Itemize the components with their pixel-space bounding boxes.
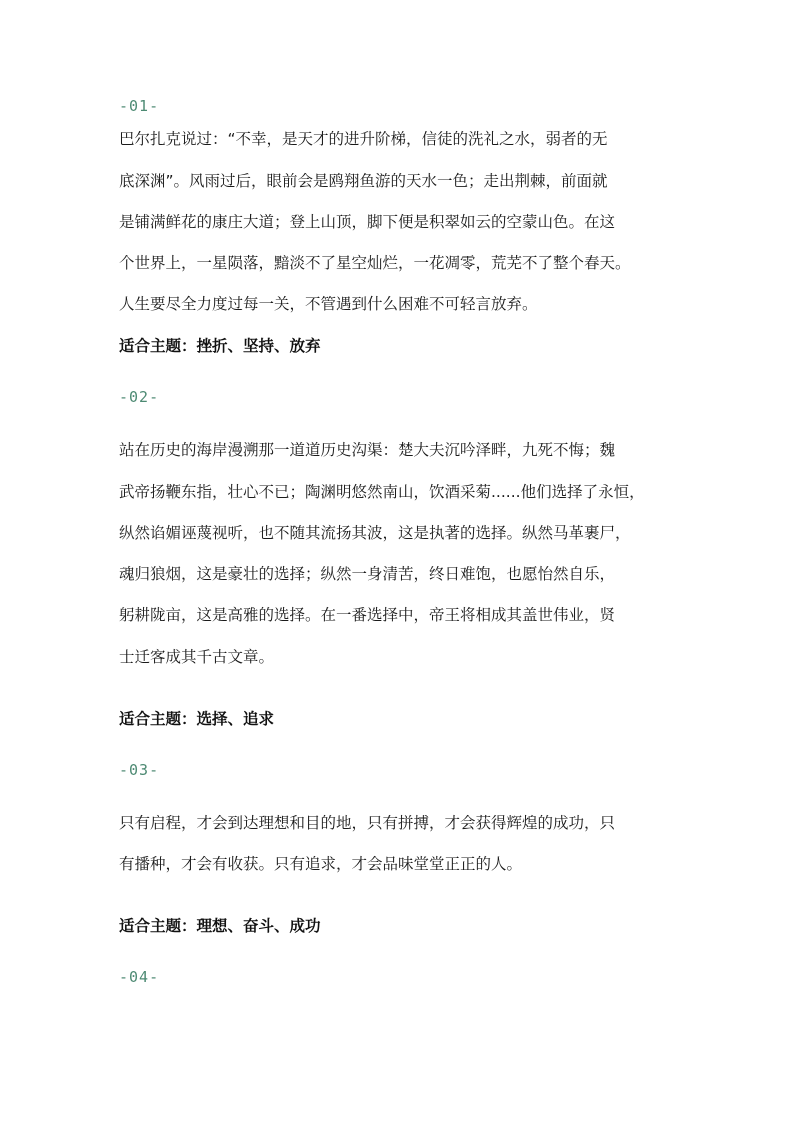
paragraph-line: 人生要尽全力度过每一关，不管遇到什么困难不可轻言放弃。 [119,295,538,313]
section-number-01: -01- [119,97,160,115]
paragraph-line: 魂归狼烟，这是豪壮的选择；纵然一身清苦，终日难饱，也愿怡然自乐， [119,565,616,583]
section-number-04: -04- [119,968,160,986]
paragraph-line: 只有启程，才会到达理想和目的地，只有拼搏，才会获得辉煌的成功，只 [119,814,616,832]
paragraph-line: 纵然谄媚诬蔑视听，也不随其流扬其波，这是执著的选择。纵然马革裹尸， [119,524,631,542]
paragraph-line: 个世界上，一星陨落，黯淡不了星空灿烂，一花凋零，荒芜不了整个春天。 [119,254,631,272]
paragraph-line: 是铺满鲜花的康庄大道；登上山顶，脚下便是积翠如云的空蒙山色。在这 [119,213,616,231]
paragraph-line: 站在历史的海岸漫溯那一道道历史沟渠：楚大夫沉吟泽畔，九死不悔；魏 [119,441,616,459]
paragraph-line: 士迁客成其千古文章。 [119,648,275,666]
paragraph-line: 有播种，才会有收获。只有追求，才会品味堂堂正正的人。 [119,855,523,873]
theme-label-02: 适合主题：选择、追求 [119,710,275,728]
theme-label-03: 适合主题：理想、奋斗、成功 [119,917,321,935]
theme-label-01: 适合主题：挫折、坚持、放弃 [119,337,321,355]
paragraph-line: 底深渊”。风雨过后，眼前会是鸥翔鱼游的天水一色；走出荆棘，前面就 [119,172,608,190]
section-number-03: -03- [119,761,160,779]
section-number-02: -02- [119,388,160,406]
paragraph-line: 躬耕陇亩，这是高雅的选择。在一番选择中，帝王将相成其盖世伟业，贤 [119,606,616,624]
paragraph-line: 巴尔扎克说过：“不幸，是天才的进升阶梯，信徒的洗礼之水，弱者的无 [119,130,608,148]
paragraph-line: 武帝扬鞭东指，壮心不已；陶渊明悠然南山，饮酒采菊......他们选择了永恒， [119,483,645,501]
